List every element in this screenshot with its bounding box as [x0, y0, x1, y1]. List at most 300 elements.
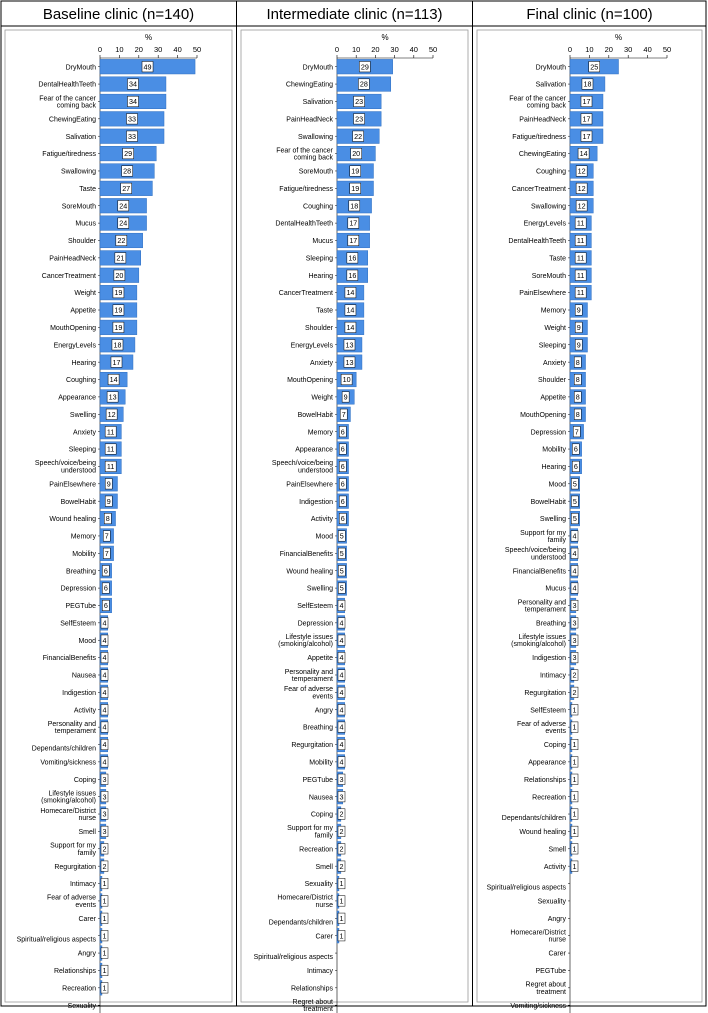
category-label: Regurgitation — [524, 689, 566, 697]
category-label: Regurgitation — [291, 742, 333, 750]
value-label: 16 — [348, 270, 357, 280]
category-label: Fatigue/tiredness — [512, 133, 566, 141]
value-label: 1 — [572, 757, 577, 767]
category-label: Shoulder — [537, 377, 566, 385]
category-label: PainElsewhere — [286, 481, 333, 489]
value-label: 10 — [342, 375, 351, 385]
value-label: 6 — [573, 462, 578, 472]
value-label: 1 — [572, 844, 577, 854]
category-label: ChewingEating — [285, 81, 333, 89]
category-label: Relationships — [290, 985, 333, 993]
category-label: Wound healing — [286, 568, 333, 576]
x-tick-label: 50 — [192, 45, 202, 54]
category-label: Angry — [547, 915, 566, 923]
value-label: 9 — [576, 322, 581, 332]
value-label: 11 — [576, 288, 585, 298]
category-label: Nausea — [308, 794, 333, 802]
x-tick-label: 0 — [97, 45, 103, 54]
category-label: Speech/voice/being understood — [504, 547, 566, 562]
category-label: Activity — [73, 707, 96, 715]
category-label: SoreMouth — [61, 203, 96, 211]
category-label: DryMouth — [302, 64, 333, 72]
category-label: Fear of the cancer coming back — [39, 95, 96, 110]
value-label: 9 — [576, 340, 581, 350]
category-label: Intimacy — [539, 672, 566, 680]
value-label: 28 — [359, 79, 368, 89]
category-label: Intimacy — [69, 881, 96, 889]
value-label: 4 — [339, 705, 344, 715]
panel-title: Final clinic (n=100) — [526, 6, 653, 23]
category-label: Coughing — [536, 168, 566, 176]
x-tick-label: 10 — [115, 45, 124, 54]
category-label: CancerTreatment — [278, 290, 333, 298]
category-label: Depression — [60, 585, 96, 593]
category-label: Coughing — [303, 203, 333, 211]
category-label: Coping — [543, 742, 566, 750]
value-label: 4 — [102, 722, 107, 732]
category-label: Indigestion — [62, 689, 96, 697]
category-label: Activity — [310, 516, 333, 524]
category-label: Coping — [73, 776, 96, 784]
x-tick-label: 20 — [604, 45, 613, 54]
category-label: Mobility — [542, 446, 566, 454]
category-label: FinancialBenefits — [512, 568, 566, 576]
category-label: Angry — [314, 707, 333, 715]
value-label: 1 — [572, 809, 577, 819]
value-label: 5 — [339, 548, 344, 558]
value-label: 13 — [345, 340, 354, 350]
value-label: 6 — [340, 462, 345, 472]
value-label: 1 — [572, 827, 577, 837]
x-tick-label: 0 — [334, 45, 340, 54]
category-label: Relationships — [523, 776, 566, 784]
x-axis-label: % — [144, 33, 153, 42]
value-label: 9 — [343, 392, 348, 402]
category-label: Salivation — [65, 133, 96, 141]
category-label: Swallowing — [530, 203, 566, 211]
category-label: Regret about treatment — [525, 981, 566, 996]
category-label: Vomiting/sickness — [510, 1002, 566, 1010]
value-label: 11 — [576, 236, 585, 246]
x-tick-label: 10 — [585, 45, 594, 54]
category-label: Memory — [307, 429, 333, 437]
value-label: 1 — [102, 948, 107, 958]
category-label: SelfEsteem — [60, 620, 96, 628]
category-label: Spiritual/religious aspects — [16, 936, 96, 944]
category-label: ChewingEating — [48, 116, 96, 124]
value-label: 1 — [572, 792, 577, 802]
value-label: 16 — [348, 253, 357, 263]
category-label: Lifestyle issues (smoking/alcohol) — [511, 634, 566, 649]
value-label: 4 — [572, 531, 577, 541]
value-label: 5 — [572, 479, 577, 489]
x-axis-label: % — [381, 33, 389, 42]
value-label: 19 — [114, 305, 123, 315]
value-label: 4 — [339, 722, 344, 732]
category-label: Appearance — [58, 394, 96, 402]
value-label: 20 — [115, 270, 124, 280]
value-label: 2 — [339, 861, 344, 871]
category-label: Relationships — [53, 968, 96, 976]
category-label: Appearance — [295, 446, 333, 454]
value-label: 17 — [582, 97, 591, 107]
category-label: Dependants/children — [501, 815, 566, 823]
value-label: 6 — [103, 566, 108, 576]
category-label: Salivation — [302, 99, 333, 107]
value-label: 14 — [109, 375, 118, 385]
value-label: 9 — [106, 496, 111, 506]
value-label: 11 — [576, 270, 585, 280]
category-label: Mucus — [545, 585, 566, 593]
category-label: Swelling — [539, 516, 566, 524]
value-label: 1 — [102, 879, 107, 889]
value-label: 11 — [576, 218, 585, 228]
value-label: 19 — [114, 288, 123, 298]
value-label: 1 — [102, 983, 107, 993]
value-label: 4 — [339, 687, 344, 697]
x-tick-label: 0 — [567, 45, 573, 54]
category-label: Angry — [77, 950, 96, 958]
category-label: Speech/voice/being understood — [34, 460, 96, 475]
category-label: FinancialBenefits — [279, 550, 333, 558]
category-label: Nausea — [71, 672, 96, 680]
category-label: EnergyLevels — [53, 342, 96, 350]
chart-panel — [5, 6, 232, 1013]
category-label: Salivation — [535, 81, 566, 89]
value-label: 4 — [102, 705, 107, 715]
category-label: ChewingEating — [518, 151, 566, 159]
category-label: BowelHabit — [530, 498, 566, 506]
category-label: Sexuality — [304, 881, 333, 889]
category-label: Speech/voice/being understood — [271, 460, 333, 475]
category-label: BowelHabit — [60, 498, 96, 506]
value-label: 1 — [339, 913, 344, 923]
value-label: 12 — [577, 183, 586, 193]
value-label: 33 — [128, 114, 137, 124]
value-label: 6 — [103, 583, 108, 593]
category-label: Fatigue/tiredness — [42, 151, 96, 159]
value-label: 4 — [339, 670, 344, 680]
value-label: 23 — [355, 114, 364, 124]
value-label: 8 — [575, 357, 580, 367]
value-label: 3 — [572, 635, 577, 645]
value-label: 12 — [107, 409, 116, 419]
value-label: 4 — [102, 670, 107, 680]
category-label: Appetite — [540, 394, 566, 402]
category-label: SelfEsteem — [297, 603, 333, 611]
x-tick-label: 20 — [134, 45, 143, 54]
category-label: Intimacy — [306, 968, 333, 976]
value-label: 14 — [346, 305, 355, 315]
value-label: 7 — [104, 548, 109, 558]
category-label: Memory — [540, 307, 566, 315]
value-label: 18 — [583, 79, 592, 89]
chart-panel — [477, 6, 702, 1013]
value-label: 5 — [339, 566, 344, 576]
value-label: 4 — [102, 618, 107, 628]
category-label: Carer — [548, 950, 566, 958]
category-label: Weight — [74, 290, 96, 298]
value-label: 18 — [350, 201, 359, 211]
value-label: 4 — [339, 618, 344, 628]
x-tick-label: 50 — [428, 45, 438, 54]
x-tick-label: 50 — [662, 45, 672, 54]
value-label: 6 — [340, 496, 345, 506]
value-label: 24 — [119, 218, 128, 228]
value-label: 3 — [102, 809, 107, 819]
category-label: Breathing — [303, 724, 333, 732]
category-label: PainElsewhere — [49, 481, 96, 489]
category-label: Swelling — [306, 585, 333, 593]
value-label: 49 — [143, 62, 152, 72]
category-label: Lifestyle issues (smoking/alcohol) — [278, 634, 333, 649]
value-label: 1 — [572, 705, 577, 715]
category-label: Smell — [548, 846, 566, 854]
category-label: Vomiting/sickness — [40, 759, 96, 767]
value-label: 4 — [339, 635, 344, 645]
category-label: EnergyLevels — [523, 220, 566, 228]
category-label: Sexuality — [537, 898, 566, 906]
value-label: 1 — [102, 896, 107, 906]
value-label: 3 — [572, 618, 577, 628]
category-label: Homecare/District nurse — [277, 894, 333, 909]
value-label: 4 — [102, 687, 107, 697]
category-label: Wound healing — [49, 516, 96, 524]
category-label: Sleeping — [538, 342, 566, 350]
value-label: 4 — [339, 601, 344, 611]
value-label: 11 — [106, 427, 115, 437]
value-label: 1 — [572, 740, 577, 750]
category-label: Anxiety — [73, 429, 96, 437]
value-label: 3 — [572, 601, 577, 611]
category-label: Mucus — [312, 238, 333, 246]
category-label: Swelling — [69, 411, 96, 419]
value-label: 3 — [102, 792, 107, 802]
value-label: 28 — [123, 166, 132, 176]
category-label: Coughing — [66, 377, 96, 385]
category-label: Indigestion — [532, 655, 566, 663]
category-label: EnergyLevels — [290, 342, 333, 350]
category-label: Recreation — [62, 985, 96, 993]
category-label: Personality and temperament — [47, 720, 96, 736]
value-label: 19 — [351, 166, 360, 176]
category-label: PEGTube — [65, 603, 96, 611]
category-label: Sleeping — [305, 255, 333, 263]
category-label: Spiritual/religious aspects — [253, 954, 333, 962]
category-label: Mobility — [309, 759, 333, 767]
value-label: 6 — [340, 444, 345, 454]
value-label: 2 — [339, 844, 344, 854]
category-label: Depression — [530, 429, 566, 437]
value-label: 6 — [340, 427, 345, 437]
category-label: Recreation — [299, 846, 333, 854]
category-label: Sleeping — [68, 446, 96, 454]
value-label: 29 — [124, 149, 133, 159]
value-label: 17 — [582, 131, 591, 141]
category-label: Appetite — [307, 655, 333, 663]
value-label: 1 — [102, 931, 107, 941]
value-label: 8 — [575, 409, 580, 419]
value-label: 1 — [102, 966, 107, 976]
value-label: 23 — [355, 97, 364, 107]
value-label: 6 — [340, 479, 345, 489]
value-label: 29 — [360, 62, 369, 72]
value-label: 4 — [102, 635, 107, 645]
category-label: Regret about treatment — [292, 999, 333, 1013]
category-label: Fear of adverse events — [516, 720, 566, 736]
value-label: 34 — [128, 97, 137, 107]
category-label: Support for my family — [287, 825, 333, 840]
value-label: 27 — [122, 183, 131, 193]
value-label: 14 — [346, 322, 355, 332]
value-label: 17 — [112, 357, 121, 367]
category-label: Mobility — [72, 550, 96, 558]
category-label: Depression — [297, 620, 333, 628]
value-label: 7 — [104, 531, 109, 541]
value-label: 22 — [354, 131, 363, 141]
category-label: Memory — [70, 533, 96, 541]
category-label: Sexuality — [67, 1002, 96, 1010]
value-label: 17 — [349, 218, 358, 228]
category-label: Shoulder — [304, 324, 333, 332]
value-label: 9 — [576, 305, 581, 315]
value-label: 34 — [128, 79, 137, 89]
category-label: Dependants/children — [31, 745, 96, 753]
category-label: Carer — [78, 915, 96, 923]
value-label: 8 — [575, 375, 580, 385]
category-label: DentalHealthTeeth — [38, 81, 96, 89]
category-label: Support for my family — [50, 842, 96, 857]
value-label: 2 — [572, 687, 577, 697]
category-label: Fear of adverse events — [46, 894, 96, 909]
value-label: 3 — [102, 774, 107, 784]
x-tick-label: 40 — [173, 45, 182, 54]
category-label: SelfEsteem — [530, 707, 566, 715]
value-label: 8 — [105, 514, 110, 524]
x-axis-label: % — [614, 33, 623, 42]
value-label: 19 — [114, 322, 123, 332]
value-label: 2 — [339, 809, 344, 819]
value-label: 4 — [339, 740, 344, 750]
value-label: 17 — [349, 236, 358, 246]
category-label: Homecare/District nurse — [40, 807, 96, 823]
category-label: Carer — [315, 933, 333, 941]
category-label: SoreMouth — [531, 272, 566, 280]
value-label: 11 — [106, 444, 115, 454]
value-label: 25 — [590, 62, 599, 72]
value-label: 33 — [128, 131, 137, 141]
category-label: PEGTube — [302, 776, 333, 784]
x-tick-label: 40 — [409, 45, 418, 54]
category-label: Indigestion — [299, 498, 333, 506]
value-label: 12 — [577, 201, 586, 211]
x-tick-label: 30 — [624, 45, 633, 54]
value-label: 6 — [573, 444, 578, 454]
value-label: 14 — [346, 288, 355, 298]
panel-title: Intermediate clinic (n=113) — [266, 6, 443, 23]
category-label: Mucus — [75, 220, 96, 228]
value-label: 1 — [572, 861, 577, 871]
category-label: Mood — [78, 637, 96, 645]
x-tick-label: 30 — [390, 45, 399, 54]
category-label: Hearing — [541, 464, 566, 472]
category-label: Weight — [544, 324, 566, 332]
value-label: 14 — [579, 149, 588, 159]
category-label: Homecare/District nurse — [510, 929, 566, 944]
category-label: Swallowing — [297, 133, 333, 141]
value-label: 1 — [339, 879, 344, 889]
value-label: 4 — [339, 757, 344, 767]
category-label: MouthOpening — [287, 377, 333, 385]
category-label: DryMouth — [65, 64, 96, 72]
category-label: Smell — [78, 829, 96, 837]
category-label: Breathing — [66, 568, 96, 576]
x-tick-label: 20 — [371, 45, 380, 54]
category-label: Appearance — [528, 759, 566, 767]
category-label: Smell — [315, 863, 333, 871]
value-label: 5 — [572, 496, 577, 506]
category-label: PainHeadNeck — [286, 116, 333, 124]
category-label: PEGTube — [535, 968, 566, 976]
category-label: Wound healing — [519, 829, 566, 837]
value-label: 19 — [351, 183, 360, 193]
value-label: 3 — [339, 774, 344, 784]
category-label: Fatigue/tiredness — [279, 185, 333, 193]
category-label: Personality and temperament — [517, 599, 566, 614]
value-label: 2 — [572, 670, 577, 680]
x-tick-label: 40 — [643, 45, 652, 54]
category-label: PainElsewhere — [519, 290, 566, 298]
value-label: 2 — [339, 827, 344, 837]
category-label: Regurgitation — [54, 863, 96, 871]
value-label: 18 — [113, 340, 122, 350]
value-label: 5 — [339, 583, 344, 593]
category-label: Hearing — [71, 359, 96, 367]
category-label: Taste — [549, 255, 566, 263]
category-label: PainHeadNeck — [49, 255, 96, 263]
category-label: Support for my family — [520, 529, 566, 544]
chart-panel — [241, 6, 468, 1013]
category-label: Fear of adverse events — [283, 686, 333, 701]
value-label: 3 — [572, 653, 577, 663]
value-label: 7 — [341, 409, 346, 419]
category-label: Hearing — [308, 272, 333, 280]
category-label: CancerTreatment — [41, 272, 96, 280]
category-label: Fear of the cancer coming back — [276, 147, 333, 162]
category-label: Dependants/children — [268, 919, 333, 927]
value-label: 11 — [106, 462, 115, 472]
category-label: CancerTreatment — [511, 185, 566, 193]
value-label: 21 — [116, 253, 125, 263]
category-label: Appetite — [70, 307, 96, 315]
value-label: 22 — [117, 236, 126, 246]
value-label: 13 — [108, 392, 117, 402]
category-label: DryMouth — [535, 64, 566, 72]
value-label: 2 — [102, 861, 107, 871]
category-label: Lifestyle issues (smoking/alcohol) — [41, 790, 96, 805]
value-label: 2 — [102, 844, 107, 854]
category-label: SoreMouth — [298, 168, 333, 176]
value-label: 4 — [572, 583, 577, 593]
value-label: 24 — [119, 201, 128, 211]
category-label: Activity — [543, 863, 566, 871]
category-label: Weight — [311, 394, 333, 402]
value-label: 4 — [339, 653, 344, 663]
value-label: 1 — [572, 722, 577, 732]
value-label: 1 — [339, 896, 344, 906]
value-label: 7 — [574, 427, 579, 437]
x-tick-label: 10 — [352, 45, 361, 54]
